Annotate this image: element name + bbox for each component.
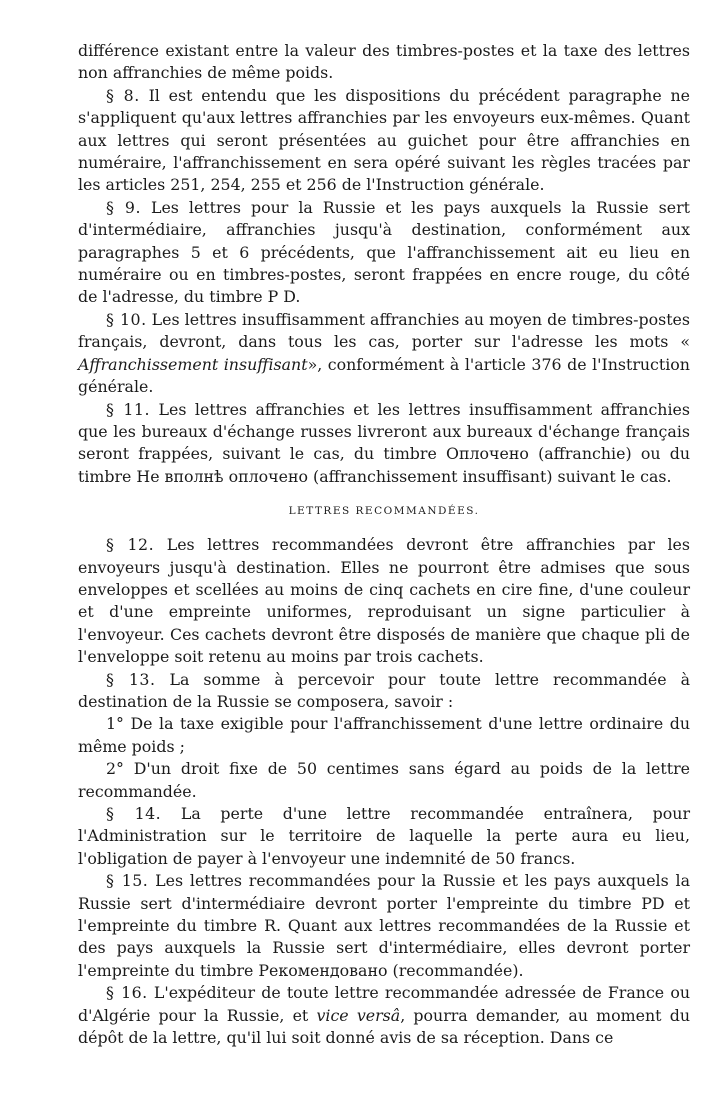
list-item-2 — [78, 758, 690, 803]
paragraph-text-end: », conformément à l'article 376 de l'Instruction générale. — [78, 354, 690, 397]
italic-phrase: vice versâ — [316, 1005, 401, 1025]
section-8-paragraph — [78, 85, 690, 197]
section-number: § 11. — [106, 399, 151, 419]
section-number: § 12. — [106, 535, 155, 555]
section-number: § 10. — [106, 309, 147, 329]
section-number: § 13. — [106, 669, 156, 689]
item-number: 1° — [106, 714, 124, 734]
section-number: § 14. — [106, 804, 162, 823]
paragraph-text: Il est entendu que les dispositions du précédent paragraphe ne s'appliquent qu'aux lettres affranchies par les envoyeurs eux-mêmes. Quant aux lettres qui seront présentées au guichet pour être affranchies en numéraire, l'affranchissement en sera opéré suivant les règles tracées par les articles 251, 254, 255 et 256 de l'Instruction générale. — [78, 85, 690, 195]
section-9-paragraph — [78, 197, 690, 309]
section-number: § 15. — [106, 871, 149, 891]
paragraph-text-end: , pourra demander, au moment du dépôt de la lettre, qu'il lui soit donné avis de sa réception. Dans ce — [78, 1005, 690, 1048]
paragraph-text: Les lettres recommandées devront être affranchies par les envoyeurs jusqu'à destination. Elles ne pourront être admises que sous enveloppes et scellées au moins de cinq cachets en cire fine, d'une couleur et d'une empreinte uniformes, reproduisant un signe particulier à l'envoyeur. Ces cachets devront être disposés de manière que chaque pli de l'enveloppe soit retenu au moins par trois cachets. — [78, 535, 691, 667]
paragraph-text: Les lettres insuffisamment affranchies au moyen de timbres-postes français, devront, dans tous les cas, porter sur l'adresse les mots « — [78, 309, 690, 352]
section-13-paragraph — [78, 669, 690, 714]
section-heading: LETTRES RECOMMANDÉES. — [288, 505, 480, 518]
section-11-paragraph — [78, 399, 690, 489]
paragraph-text: différence existant entre la valeur des timbres-postes et la taxe des lettres non affranchies de même poids. — [78, 41, 690, 83]
document-page — [78, 40, 690, 1049]
paragraph-text: Les lettres affranchies et les lettres insuffisamment affranchies que les bureaux d'échange russes livreront aux bureaux d'échange français seront frappées, suivant le cas, du timbre Оплочено (affranchie) ou du timbre Не вполнѣ оплочено (affranchissement insuffisant) suivant le cas. — [78, 399, 690, 486]
paragraph-text: Les lettres recommandées pour la Russie et les pays auxquels la Russie sert d'intermédiaire devront porter l'empreinte du timbre PD et l'empreinte du timbre R. Quant aux lettres recommandées de la Russie et des pays auxquels la Russie sert d'intermédiaire, elles devront porter l'empreinte du timbre Рекомендовано (recommandée). — [78, 871, 690, 980]
paragraph-text: Les lettres pour la Russie et les pays auxquels la Russie sert d'intermédiaire, affranchies jusqu'à destination, conformément aux paragraphes 5 et 6 précédents, que l'affranchissement ait eu lieu en numéraire ou en timbres-postes, seront frappées en encre rouge, du côté de l'adresse, du timbre P D. — [78, 197, 690, 307]
section-number: § 16. — [106, 983, 148, 1003]
section-10-paragraph — [78, 309, 690, 399]
section-number: § 9. — [106, 197, 141, 217]
section-12-paragraph — [78, 534, 690, 668]
section-16-paragraph — [78, 982, 690, 1049]
paragraph-text: D'un droit fixe de 50 centimes sans égard au poids de la lettre recommandée. — [78, 759, 690, 801]
italic-phrase: Affranchissement insuffisant — [78, 354, 308, 374]
section-15-paragraph — [78, 870, 690, 982]
section-14-paragraph — [78, 803, 690, 870]
paragraph-text: La perte d'une lettre recommandée entraînera, pour l'Administration sur le territoire de laquelle la perte aura eu lieu, l'obligation de payer à l'envoyeur une indemnité de 50 francs. — [78, 804, 690, 868]
section-number: § 8. — [106, 85, 140, 105]
list-item-1 — [78, 713, 690, 758]
paragraph-text: La somme à percevoir pour toute lettre recommandée à destination de la Russie se composera, savoir : — [78, 669, 691, 711]
paragraph-continuation — [78, 40, 690, 85]
paragraph-text: De la taxe exigible pour l'affranchissement d'une lettre ordinaire du même poids ; — [78, 714, 691, 756]
item-number: 2° — [106, 759, 124, 779]
paragraph-text: L'expéditeur de toute lettre recommandée adressée de France ou d'Algérie pour la Russie, et — [78, 983, 691, 1025]
